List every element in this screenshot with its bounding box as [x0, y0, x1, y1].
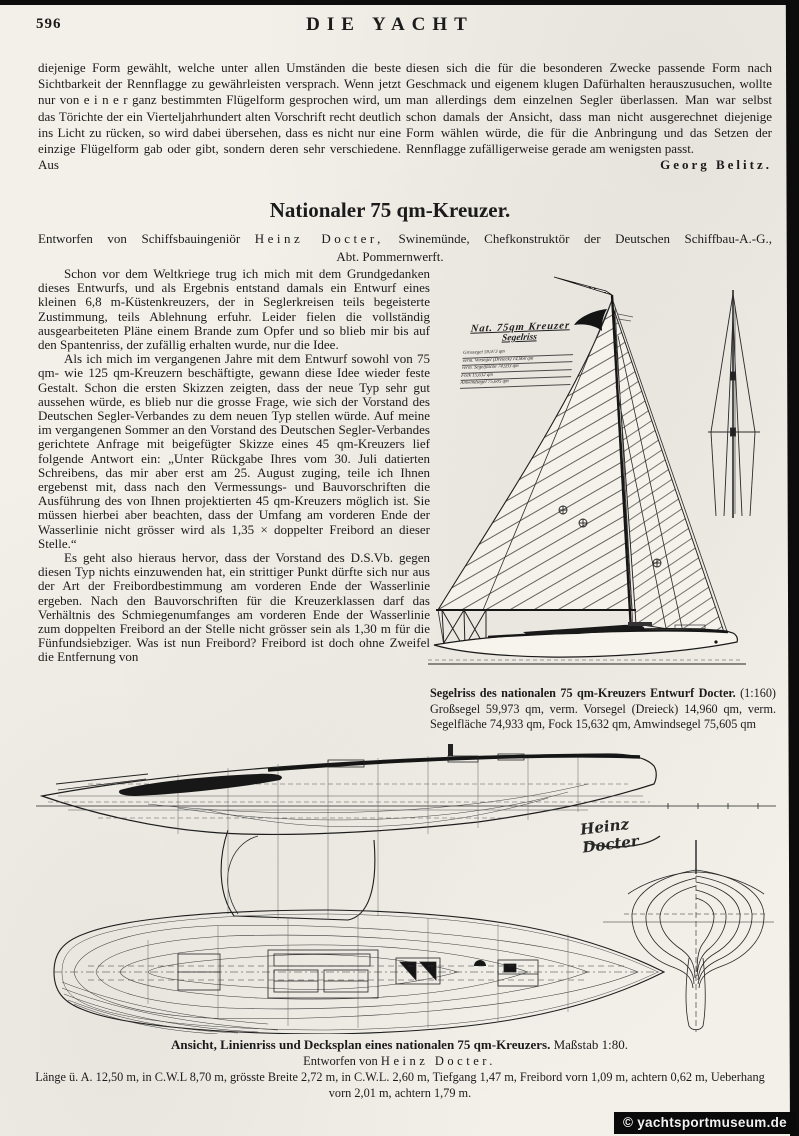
handwritten-annotation: [460, 320, 576, 389]
mast-stub: [448, 744, 453, 756]
article-title: Nationaler 75 qm-Kreuzer.: [269, 198, 511, 222]
linesplan-caption-title: Ansicht, Linienriss und Decksplan eines nationalen 75 qm-Kreuzers.: [171, 1037, 551, 1052]
linesplan-caption-scale: Maßstab 1:80.: [553, 1037, 628, 1052]
byline-pre: Entworfen von Schiffsbauingeniör: [38, 231, 241, 246]
body-plan: [603, 840, 774, 1032]
page-number: 596: [36, 16, 62, 32]
deck-plan: [54, 910, 664, 1034]
sailplan-caption-title: Segelriss des nationalen 75 qm-Kreuzers Entwurf Docter.: [430, 686, 736, 700]
annotation-title: Nat. 75qm Kreuzer: [470, 320, 571, 335]
scan-spine-edge: [784, 0, 799, 1136]
magazine-masthead: DIE YACHT: [306, 14, 474, 35]
annotation-table: [460, 347, 574, 389]
paragraph: Schon vor dem Weltkriege trug ich mich mit dem Grundgedanken dieses Entwurfs, und als Ergebnis entstand damals ein Entwurf eines kleinen 6,8 m-Küstenkreuzers, der in Seglerkreisen teils begeisterte Zustimmung, teils Ablehnung erfuhr. Leider fielen die vollständig ausgearbeiteten Pläne einem Brande zum Opfer und so blieb mir bis auf den Spantenriss, der zufällig erhalten wurde, nur die Idee.: [38, 266, 430, 353]
cockpit-shading: [119, 774, 282, 796]
intro-right-text: diesen sich die für die besonderen Zwecke passende Form nach Geschmack und eigenem klugen Dafürhalten herauszusuchen, wollte man allerdings dem einzelnen Segler überlassen. Man war selbst schon damals der Ansicht, dass man nicht ausgerechnet diejenige Form wählen würde, die für die Anbringung und das Setzen der Rennflagge zufälligerweise gerade am wenigsten passt.: [406, 60, 772, 157]
paragraph: Als ich mich im vergangenen Jahre mit dem Entwurf sowohl von 75 qm- wie 125 qm-Kreuzern beschäftigte, gewann diese Idee wieder feste Gestalt. Schon die ersten Skizzen zeigten, dass der neue Typ sehr gut aussehen würde, es blieb nur die grosse Frage, wie sich der Vorstand des Deutschen Segler-Verbandes zu dem neuen Typ stellen würde. Auf meine im vergangenen Sommer an den Vorstand des Deutschen Segler-Verbandes gerichtete Anfrage mit beigefügter Skizze eines 45 qm-Kreuzers lief folgende Antwort ein: „Unter Rückgabe Ihres vom 30. Juli datierten Schreibens, das mir aber erst am 25. August zuging, teile ich Ihnen ergebenst mit, dass nach den Vermessungs- und Bauvorschriften die Ausführung des von Ihnen projektierten 45 qm-Kreuzers möglich ist. Sie müssen hierbei aber beachten, dass der Umfang am vorderen Ende der Wasserlinie nicht grösser wird als 1,35 × doppelter Freibord an dieser Stelle.“: [38, 351, 430, 551]
author-name: Georg Belitz.: [660, 157, 772, 173]
caption-designer-name: Heinz Docter.: [380, 1054, 496, 1068]
paragraph: Es geht also hieraus hervor, dass der Vorstand des D.S.Vb. gegen diesen Typ nichts einzuwenden hat, ein strittiger Punkt dürfte sich nur aus der Art der Freibordbestimmung am vorderen Ende der Wasserlinie ergeben. Nach den Bauvorschriften für die Kreuzerklassen darf das Verhältnis des Schmiegenumfanges am vorderen Ende der Wasserlinie zum doppelten Freibord an der Stelle nicht grösser sein als 1,30 m für die Fünfundsiebziger. Was ist nun Freibord? Freibord ist doch ohne Zweifel die Entfernung von: [38, 550, 430, 665]
caption-byline-pre: Entworfen von: [303, 1054, 378, 1068]
winch-mark: [474, 960, 486, 966]
annotation-row: Fock 15,632 qm: [461, 370, 572, 381]
watermark-bar: © yachtsportmuseum.de: [614, 1112, 796, 1134]
annotation-row: verm. Segelfläche 74,933 qm: [461, 362, 572, 373]
linesplan-drawing: [28, 744, 780, 1034]
annotation-subtitle: Segelriss: [501, 332, 538, 344]
linesplan-dimensions: Länge ü. A. 12,50 m, in C.W.L 8,70 m, grösste Breite 2,72 m, in C.W.L. 2,60 m, Tiefgang 1,47 m, Freibord vorn 1,09 m, achtern 0,62 m, Ueberhang vorn 2,01 m, achtern 1,79 m.: [35, 1070, 765, 1100]
sailplan-caption-details: Großsegel 59,973 qm, verm. Vorsegel (Dreieck) 14,960 qm, verm. Segelfläche 74,933 qm, Fock 15,632 qm, Amwindsegel 75,605 qm: [430, 701, 776, 731]
sheer-band: [268, 756, 640, 770]
annotation-row: verm. Vorsegel (Dreieck) 14,960 qm: [462, 355, 573, 366]
byline-post: Swinemünde, Chefkonstruktör der Deutschen Schiffbau-A.-G.,: [398, 231, 773, 246]
sailplan-caption-scale: (1:160): [740, 686, 776, 700]
designer-name: Heinz Docter,: [254, 231, 384, 246]
keel-fin: [221, 830, 375, 920]
mast-detail-drawing: [708, 290, 760, 518]
scribble-mark: [618, 314, 633, 317]
linesplan-caption: [0, 1037, 799, 1053]
intro-column-right: [406, 60, 772, 173]
article-byline: [38, 231, 772, 247]
sailplan-caption: [430, 686, 776, 733]
buttock-curves: [148, 784, 588, 827]
intro-column-left: diejenige Form gewählt, welche unter allen Umständen die beste Sichtbarkeit der Rennflagge zu gewährleisten versprach. Wenn jetzt nur von e i n e r ganz bestimmten Flügelform gesprochen wird, um das Törichte der ein Vierteljahrhundert alten Vorschrift recht deutlich ins Licht zu rücken, so wird dabei übersehen, dass es nicht nur eine einzige Flügelform gab oder gibt, sondern deren sehr verschiedene. Aus: [38, 60, 401, 173]
article-body-column: [38, 267, 430, 665]
annotation-row: Grossegel 59,973 qm: [463, 347, 574, 358]
designer-signature: Heinz Docter: [579, 814, 640, 857]
article-byline-2: Abt. Pommernwerft.: [336, 249, 444, 264]
annotation-row: Amwindsegel 75,605 qm: [460, 377, 571, 388]
linesplan-caption-byline: [0, 1054, 799, 1069]
scan-top-edge: [0, 0, 799, 5]
